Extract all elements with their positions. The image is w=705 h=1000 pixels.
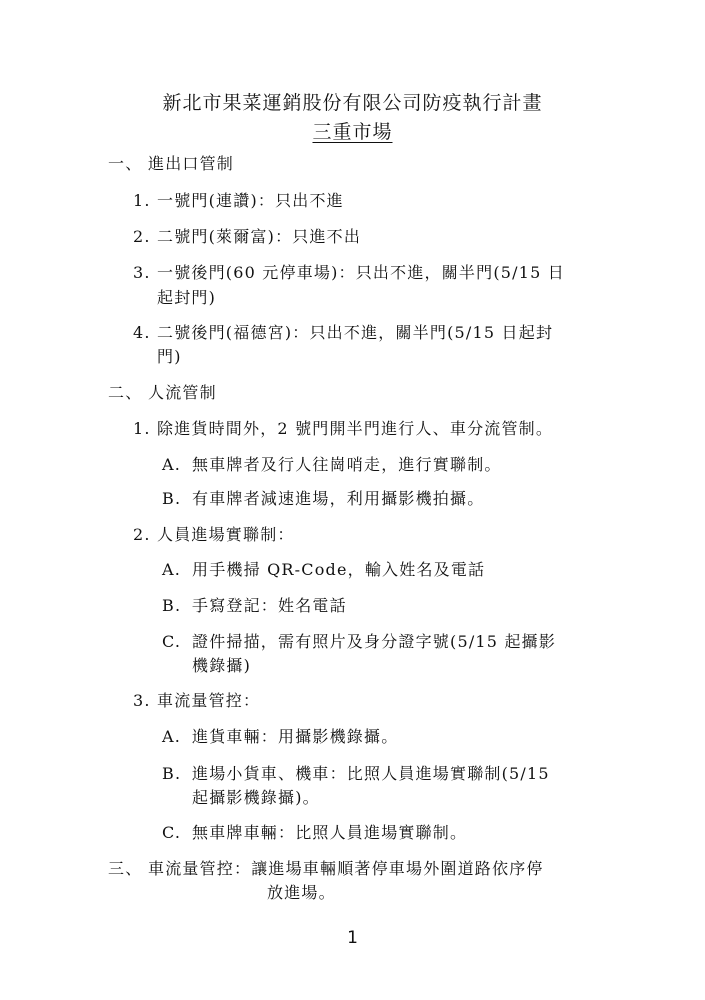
section-3-number: 三、 xyxy=(108,859,143,878)
item-text: 一號門(連讚)：只出不進 xyxy=(157,191,344,210)
item-text: 二號門(萊爾富)：只進不出 xyxy=(157,227,362,246)
sub-item-label: B. xyxy=(162,489,182,508)
sub-item-label: C. xyxy=(162,632,182,651)
section-3-heading: 車流量管控：讓進場車輛順著停車場外圍道路依序停 xyxy=(148,859,544,878)
sub-item-label: B. xyxy=(162,764,182,783)
item-number: 4. xyxy=(133,323,151,342)
item-text-continued: 起封門) xyxy=(157,288,217,307)
page-number: 1 xyxy=(347,928,358,948)
item-text: 一號後門(60 元停車場)：只出不進，關半門(5/15 日 xyxy=(157,263,565,282)
item-number: 3. xyxy=(133,691,151,710)
document-subtitle: 三重市場 xyxy=(312,121,393,143)
sub-item-text: 進場小貨車、機車：比照人員進場實聯制(5/15 xyxy=(192,764,550,783)
item-number: 2. xyxy=(133,525,151,544)
sub-item-text: 手寫登記：姓名電話 xyxy=(192,596,347,615)
item-text: 車流量管控： xyxy=(157,691,261,710)
sub-item-label: A. xyxy=(162,455,182,474)
sub-item-text: 有車牌者減速進場，利用攝影機拍攝。 xyxy=(192,489,485,508)
item-text: 除進貨時間外，2 號門開半門進行人、車分流管制。 xyxy=(157,419,554,438)
item-text: 人員進場實聯制： xyxy=(157,525,295,544)
section-1-heading: 進出口管制 xyxy=(148,154,235,173)
item-number: 3. xyxy=(133,263,151,282)
sub-item-text: 無車牌者及行人往崗哨走，進行實聯制。 xyxy=(192,455,502,474)
document-title: 新北市果菜運銷股份有限公司防疫執行計畫 xyxy=(162,92,543,114)
item-text: 二號後門(福德宮)：只出不進，關半門(5/15 日起封 xyxy=(157,323,554,342)
section-2-number: 二、 xyxy=(108,383,143,402)
item-number: 1. xyxy=(133,419,151,438)
sub-item-text: 無車牌車輛：比照人員進場實聯制。 xyxy=(192,823,468,842)
item-text-continued: 門) xyxy=(157,347,182,366)
item-number: 1. xyxy=(133,191,151,210)
sub-item-text: 進貨車輛：用攝影機錄攝。 xyxy=(192,727,399,746)
sub-item-label: B. xyxy=(162,596,182,615)
sub-item-label: C. xyxy=(162,823,182,842)
sub-item-label: A. xyxy=(162,727,182,746)
sub-item-text-continued: 起攝影機錄攝)。 xyxy=(192,788,320,807)
item-number: 2. xyxy=(133,227,151,246)
sub-item-text-continued: 機錄攝) xyxy=(192,656,252,675)
section-3-heading-continued: 放進場。 xyxy=(267,883,336,902)
sub-item-label: A. xyxy=(162,560,182,579)
sub-item-text: 證件掃描，需有照片及身分證字號(5/15 起攝影 xyxy=(192,632,557,651)
section-1-number: 一、 xyxy=(108,154,143,173)
sub-item-text: 用手機掃 QR-Code，輸入姓名及電話 xyxy=(192,560,486,579)
section-2-heading: 人流管制 xyxy=(148,383,217,402)
